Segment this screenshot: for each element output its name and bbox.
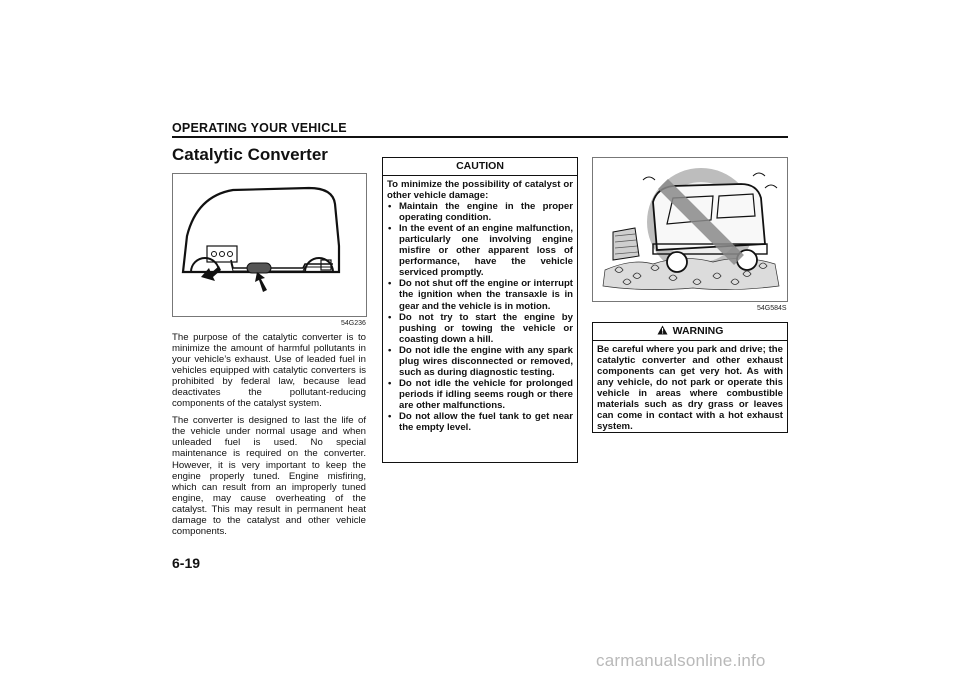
list-item: • Do not allow the fuel tank to get near the empty level. xyxy=(387,411,573,433)
caution-list xyxy=(387,201,573,433)
watermark: carmanualsonline.info xyxy=(596,651,766,670)
caution-body xyxy=(383,176,577,437)
warning-header xyxy=(593,323,787,341)
list-item: • Maintain the engine in the proper operating condition. xyxy=(387,201,573,223)
section-title: OPERATING YOUR VEHICLE xyxy=(172,121,347,135)
no-parking-icon xyxy=(593,158,787,301)
warning-box xyxy=(592,322,788,433)
page-title: Catalytic Converter xyxy=(172,145,328,164)
caution-title: CAUTION xyxy=(383,158,577,176)
warning-title: WARNING xyxy=(672,325,724,337)
page-number: 6-19 xyxy=(172,555,201,571)
warning-triangle-icon xyxy=(657,325,668,335)
car-exhaust-icon xyxy=(173,174,366,316)
figure-code: 54G236 xyxy=(341,320,366,327)
list-item: • Do not try to start the engine by pushing or towing the vehicle or coasting down a hill. xyxy=(387,312,573,345)
car-exhaust-diagram xyxy=(172,173,367,317)
paragraph: The converter is designed to last the life of the vehicle under normal usage and when unleaded fuel is used. No special maintenance is required on the converter. However, it is very important to keep the engine properly tuned. Engine misfiring, which can result from an improperly tuned engine, may cause overheating of the catalyst. This may result in permanent heat damage to the catalyst and other vehicle components. xyxy=(172,415,366,537)
header-rule xyxy=(172,136,788,138)
list-item: • Do not idle the engine with any spark plug wires disconnected or removed, such as during diagnostic testing. xyxy=(387,345,573,378)
paragraph: The purpose of the catalytic converter is to minimize the amount of harmful pollutants in your vehicle’s exhaust. Use of leaded fuel in vehicles equipped with catalytic converters is prohibited by federal law, because lead deactivates the pollutant-reducing components of the catalyst system. xyxy=(172,332,366,410)
no-parking-illustration xyxy=(592,157,788,302)
list-item: • Do not shut off the engine or interrupt the ignition when the transaxle is in gear and the vehicle is in motion. xyxy=(387,278,573,311)
body-text xyxy=(172,332,366,543)
list-item: • In the event of an engine malfunction, particularly one involving engine misfire or other apparent loss of performance, have the vehicle serviced promptly. xyxy=(387,223,573,278)
caution-box xyxy=(382,157,578,463)
caution-intro: To minimize the possibility of catalyst or other vehicle damage: xyxy=(387,179,573,202)
warning-text: Be careful where you park and drive; the catalytic converter and other exhaust components can get very hot. As with any vehicle, do not park or operate this vehicle in areas where combustible materials such as dry grass or leaves can come in contact with a hot exhaust system. xyxy=(597,344,783,433)
list-item: • Do not idle the vehicle for prolonged periods if idling seems rough or there are other malfunctions. xyxy=(387,378,573,411)
figure-code: 54G584S xyxy=(757,305,787,312)
